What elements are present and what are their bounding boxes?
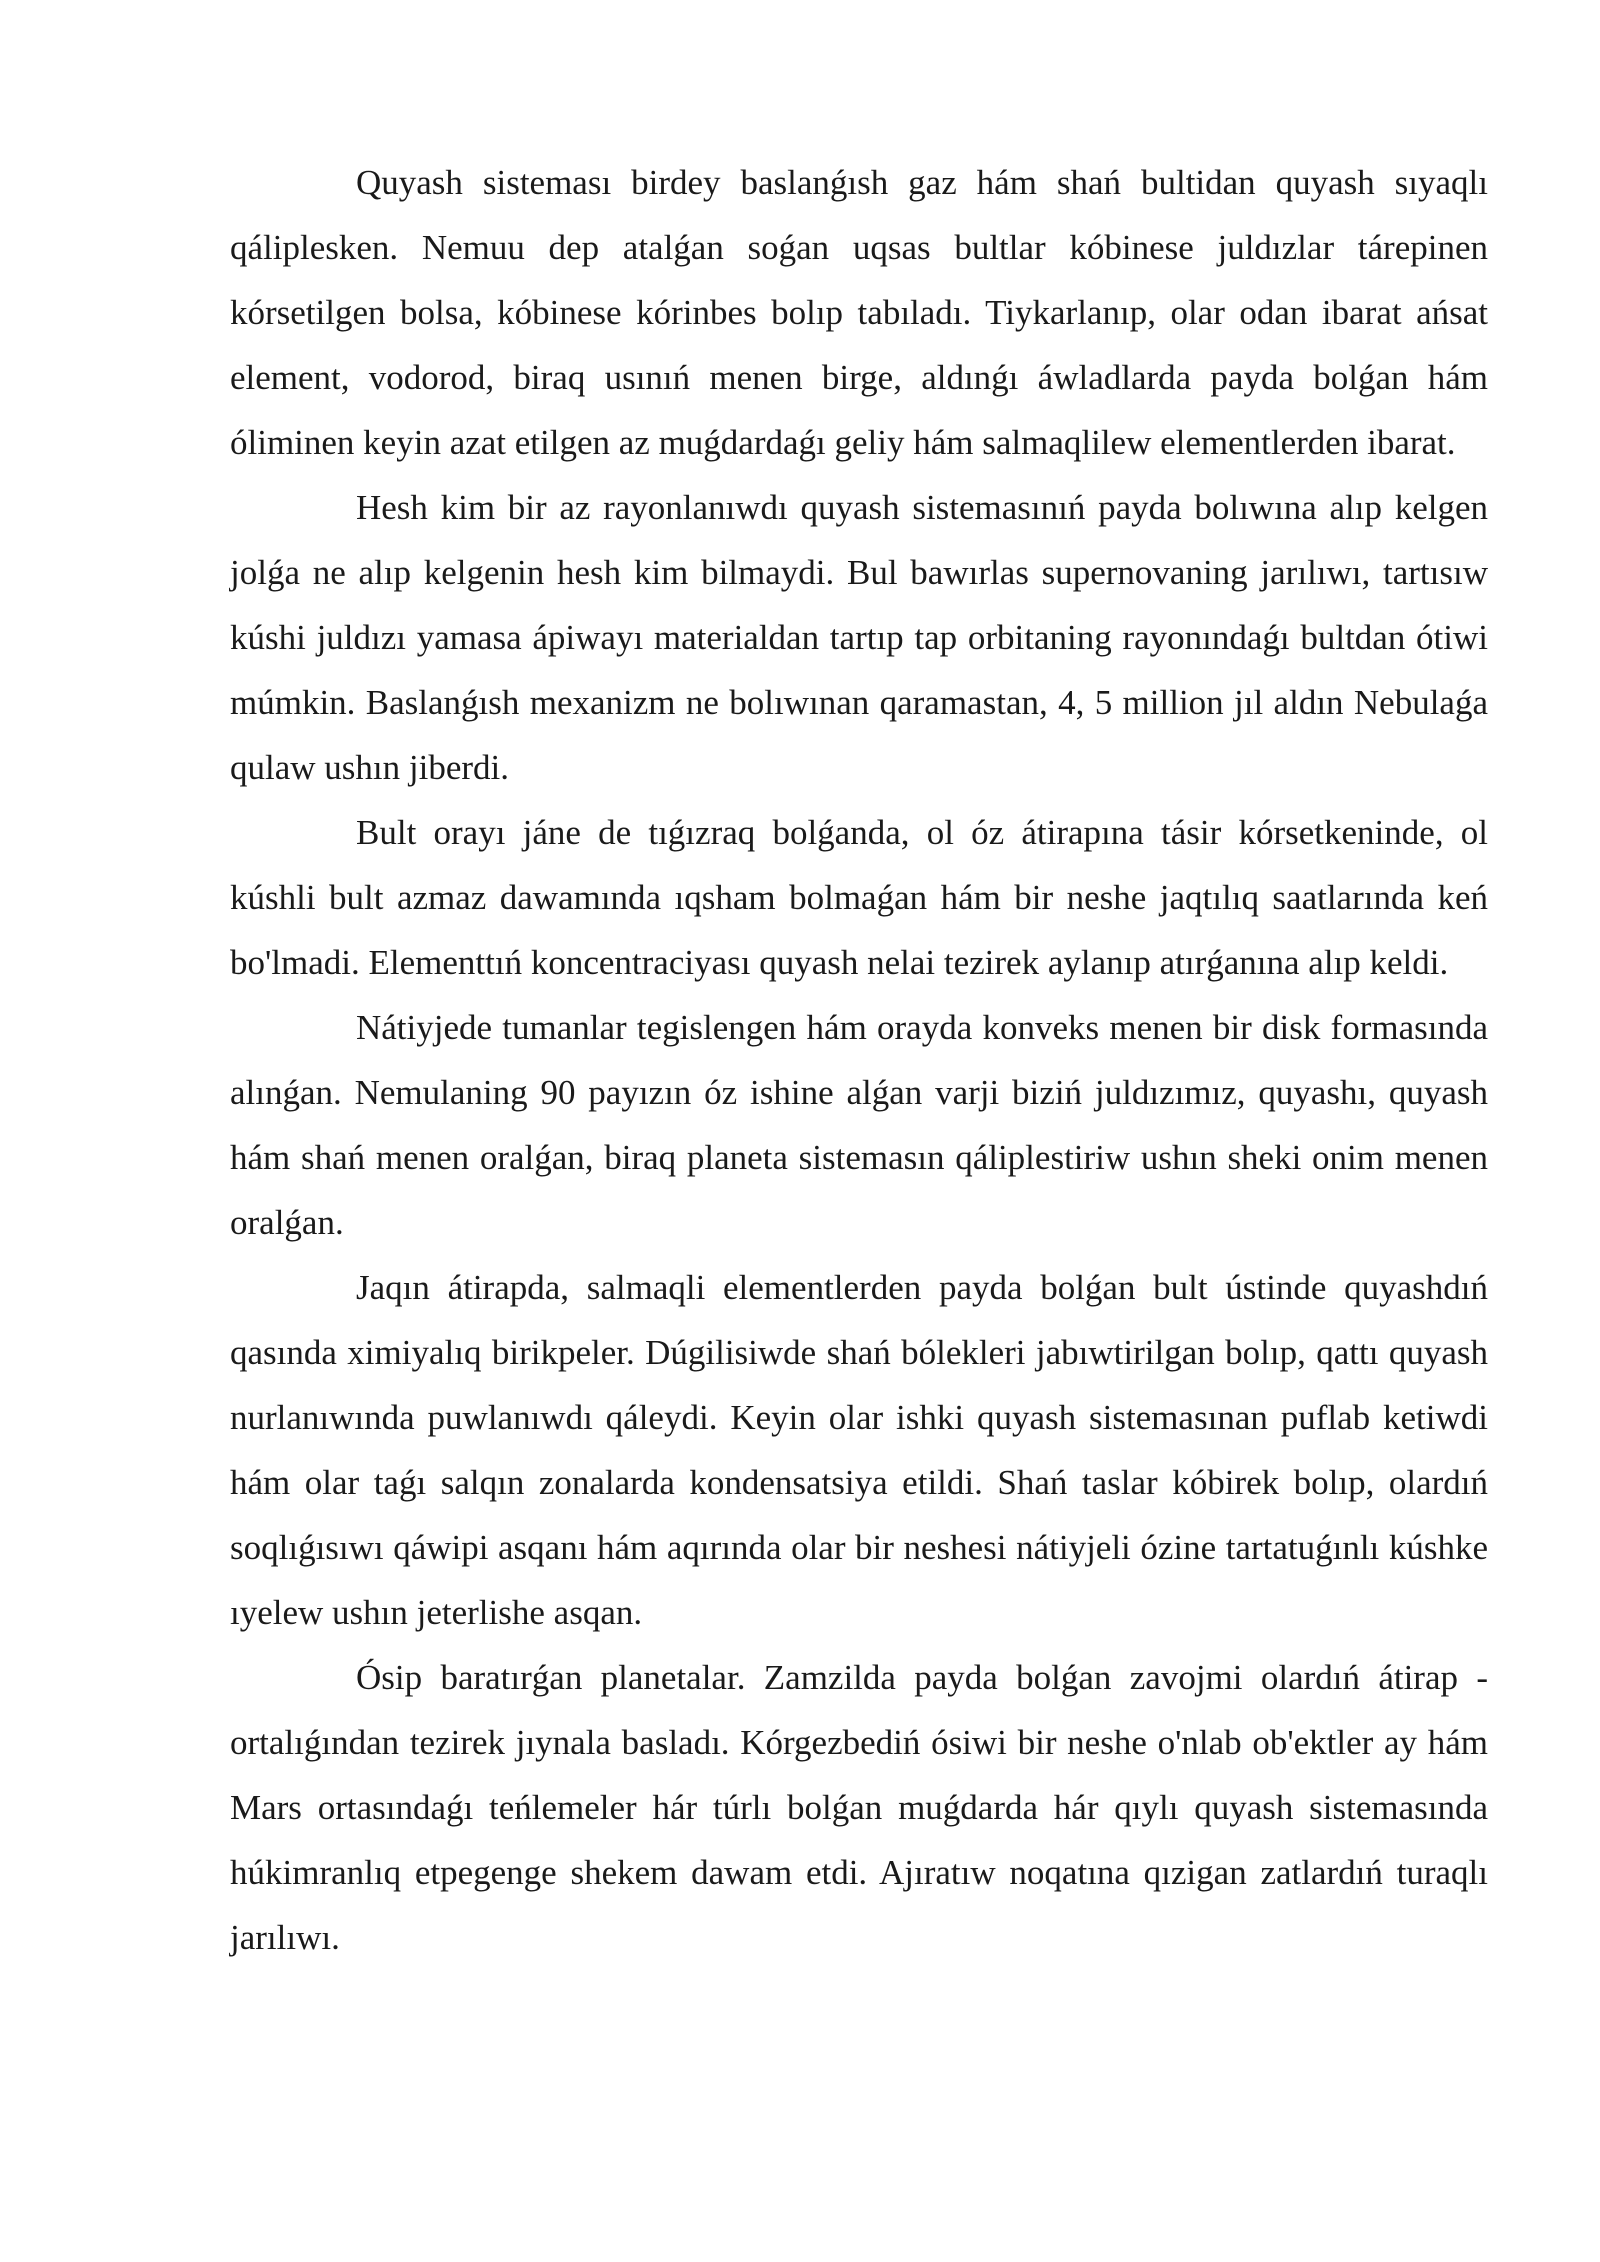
paragraph-2: Hesh kim bir az rayonlanıwdı quyash sistemasınıń payda bolıwına alıp kelgen jolǵa ne alıp kelgenin hesh kim bilmaydi. Bul bawırlas supernovaning jarılıwı, tartısıw kúshi juldızı yamasa ápiwayı materialdan tartıp tap orbitaning rayonındaǵı bultdan ótiwi múmkin. Baslanǵısh mexanizm ne bolıwınan qaramastan, 4, 5 million jıl aldın Nebulaǵa qulaw ushın jiberdi.	[230, 488, 1488, 787]
paragraph-4: Nátiyjede tumanlar tegislengen hám orayda konveks menen bir disk formasında alınǵan. Nemulaning 90 payızın óz ishine alǵan varji biziń juldızımız, quyashı, quyash hám shań menen oralǵan, biraq planeta sistemasın qáliplestiriw ushın sheki onim menen oralǵan.	[230, 1008, 1488, 1242]
paragraph-5: Jaqın átirapda, salmaqli elementlerden payda bolǵan bult ústinde quyashdıń qasında ximiyalıq birikpeler. Dúgilisiwde shań bólekleri jabıwtirilgan bolıp, qattı quyash nurlanıwında puwlanıwdı qáleydi. Keyin olar ishki quyash sistemasınan puflab ketiwdi hám olar taǵı salqın zonalarda kondensatsiya etildi. Shań taslar kóbirek bolıp, olardıń soqlıǵısıwı qáwipi asqanı hám aqırında olar bir neshesi nátiyjeli ózine tartatuǵınlı kúshke ıyelew ushın jeterlishe asqan.	[230, 1268, 1488, 1632]
document-body	[230, 150, 1488, 1970]
paragraph-6: Ósip baratırǵan planetalar. Zamzilda payda bolǵan zavojmi olardıń átirap - ortalıǵından tezirek jıynala basladı. Kórgezbediń ósiwi bir neshe o'nlab ob'ektler ay hám Mars ortasındaǵı teńlemeler hár túrlı bolǵan muǵdarda hár qıylı quyash sistemasında húkimranlıq etpegenge shekem dawam etdi. Ajıratıw noqatına qızigan zatlardıń turaqlı jarılıwı.	[230, 1658, 1488, 1957]
paragraph-1: Quyash sisteması birdey baslanǵısh gaz hám shań bultidan quyash sıyaqlı qáliplesken. Nemuu dep atalǵan soǵan uqsas bultlar kóbinese juldızlar tárepinen kórsetilgen bolsa, kóbinese kórinbes bolıp tabıladı. Tiykarlanıp, olar odan ibarat ańsat element, vodorod, biraq usınıń menen birge, aldınǵı áwladlarda payda bolǵan hám óliminen keyin azat etilgen az muǵdardaǵı geliy hám salmaqlilew elementlerden ibarat.	[230, 163, 1488, 462]
paragraph-3: Bult orayı jáne de tıǵızraq bolǵanda, ol óz átirapına tásir kórsetkeninde, ol kúshli bult azmaz dawamında ıqsham bolmaǵan hám bir neshe jaqtılıq saatlarında keń bo'lmadi. Elementtıń koncentraciyası quyash nelai tezirek aylanıp atırǵanına alıp keldi.	[230, 813, 1488, 982]
